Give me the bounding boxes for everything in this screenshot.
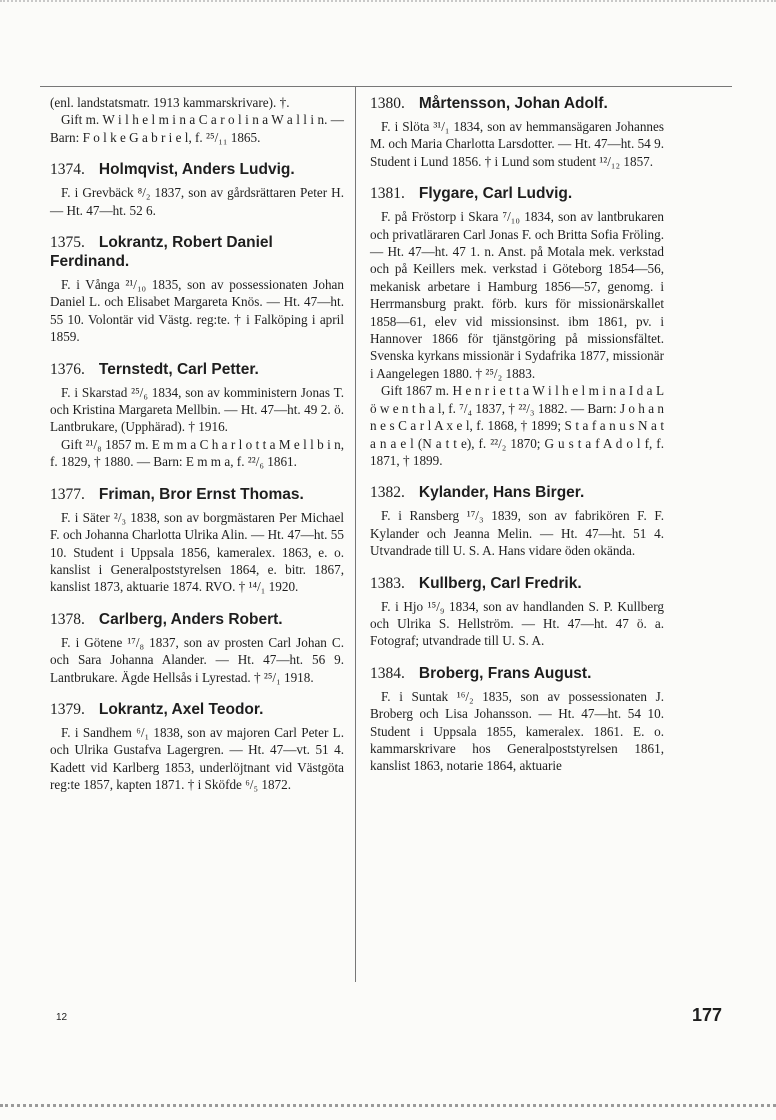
register-entry: [370, 94, 664, 170]
entry-number: 1384.: [370, 664, 405, 682]
entry-name: Kullberg, Carl Fredrik.: [418, 574, 582, 592]
entry-text: F. i Götene ¹⁷/₈ 1837, son av prosten Carl Johan C. och Sara Johanna Alander. — Ht. 47—ht. 56 9. Lantbrukare. Ägde Hellsås i Lyrestad. † ²⁵/₁ 1918.: [50, 634, 344, 685]
entry-text: F. i Ransberg ¹⁷/₃ 1839, son av fabrikören F. F. Kylander och Jeanna Melin. — Ht. 47—ht. 51 4. Utvandrade till U. S. A. Hans vidare öden okända.: [370, 508, 664, 559]
entry-name: Ternstedt, Carl Petter.: [98, 360, 259, 378]
entry-name: Carlberg, Anders Robert.: [98, 610, 283, 628]
entry-text: Gift ²¹/₈ 1857 m. E m m a C h a r l o t t a M e l l b i n, f. 1829, † 1880. — Barn: E m m a, f. ²²/₆ 1861.: [50, 436, 344, 470]
entry-text: F. i Skarstad ²⁵/₆ 1834, son av komministern Jonas T. och Kristina Margareta Mellbin. — Ht. 47—ht. 49 2. ö. Lantbrukare, (Upphärad). † 1916.: [50, 384, 344, 435]
right-column: [370, 94, 664, 775]
entry-text: F. i Hjo ¹⁵/₉ 1834, son av handlanden S. P. Kullberg och Ulrika S. Hellström. — Ht. 47—ht. 47 ö. a. Fotograf; utvandrade till U. S. A.: [370, 598, 664, 649]
entry-name: Broberg, Frans August.: [418, 664, 592, 682]
register-entry: [370, 664, 664, 775]
scan-edge-bottom: [0, 1104, 776, 1117]
entry-number: 1376.: [50, 360, 85, 378]
entry-number: 1375.: [50, 234, 85, 252]
intro-paragraph: (enl. landstatsmatr. 1913 kammarskrivare). †.: [50, 95, 290, 110]
entry-text: F. i Grevbäck ⁸/₂ 1837, son av gårdsrättaren Peter H. — Ht. 47—ht. 52 6.: [50, 185, 344, 218]
register-entry: [50, 160, 344, 219]
entry-text: F. i Slöta ³¹/₁ 1834, son av hemmansägaren Johannes M. och Maria Charlotta Larsdotter. — Ht. 47—ht. 54 9. Student i Lund 1856. † i Lund som student ¹²/₁₂ 1857.: [370, 119, 664, 169]
entry-number: 1382.: [370, 484, 405, 502]
entry-number: 1379.: [50, 700, 85, 718]
entry-name: Holmqvist, Anders Ludvig.: [98, 161, 295, 179]
register-entry: [370, 574, 664, 650]
register-entry: [50, 233, 344, 346]
register-entry: [50, 610, 344, 686]
register-entry: [370, 483, 664, 559]
intro-paragraph: Gift m. W i l h e l m i n a C a r o l i n a W a l l i n. — Barn: F o l k e G a b r i e l, f. ²⁵/₁₁ 1865.: [50, 112, 344, 145]
entry-text: F. på Fröstorp i Skara ⁷/₁₀ 1834, son av lantbrukaren och privatläraren Carl Jonas F. och Britta Sofia Fröling. — Ht. 47—ht. 47 1. n. Anst. på Motala mek. verkstad och på Keillers mek. verkstad i Göteborg 1854—56, mekanisk arbetare i Hamburg 1856—57, genomg. i Herrmansburg prakt. förb. kurs för missionärskallet 1858—61, elev vid missionsinst. ibm 1861, pv. i Hannover 1866 för tjänstgöring på missionsfältet. Svenska kyrkans missionär i Sydafrika 1877, missionär i Aangelegen 1880. † ²⁵/₂ 1883.: [370, 209, 664, 381]
entry-text: F. i Vånga ²¹/₁₀ 1835, son av possessionaten Johan Daniel L. och Elisabet Margareta Knös. — Ht. 47—ht. 55 10. Volontär vid Västg. reg:te. † i Falköping i april 1859.: [50, 277, 344, 345]
entry-number: 1380.: [370, 95, 405, 112]
entry-name: Lokrantz, Axel Teodor.: [98, 700, 264, 718]
entry-number: 1374.: [50, 161, 85, 179]
entry-number: 1377.: [50, 485, 85, 503]
entry-name: Lokrantz, Robert Daniel Ferdinand.: [50, 234, 273, 271]
entry-number: 1383.: [370, 574, 405, 592]
entry-name: Friman, Bror Ernst Thomas.: [98, 485, 304, 503]
register-entry: [50, 360, 344, 471]
entry-name: Mårtensson, Johan Adolf.: [418, 95, 608, 112]
register-entry: [50, 485, 344, 596]
entry-text: Gift 1867 m. H e n r i e t t a W i l h e l m i n a I d a L ö w e n t h a l, f. ⁷/₄ 1837, † ²²/₃ 1882. — Barn: J o h a n n e s C a r l A x e l, f. 1868, † 1899; S t a f a n u s N a t a n a e l (N a t t e), f. ²²/₂ 1870; G u s t a f A d o l f, f. 1871, † 1899.: [370, 383, 664, 468]
register-entry: [50, 700, 344, 794]
entry-name: Kylander, Hans Birger.: [418, 484, 585, 502]
column-divider: [355, 86, 356, 982]
scan-edge-top: [0, 0, 776, 12]
left-column: [50, 94, 344, 794]
top-rule: [40, 86, 732, 87]
entry-text: F. i Säter ²/₃ 1838, son av borgmästaren Per Michael F. och Johanna Charlotta Ulrika Alin. — Ht. 47—ht. 55 10. Student i Uppsala 1856, kameralex. 1863, e. o. kanslist i Generalpoststyrelsen 1864, e. bitr. 1867, kanslist 1873, aktuarie 1874. RVO. † ¹⁴/₁ 1920.: [50, 509, 344, 595]
page-number: 177: [692, 1005, 723, 1025]
entry-number: 1378.: [50, 610, 85, 628]
entry-name: Flygare, Carl Ludvig.: [418, 185, 573, 203]
register-entry: [370, 184, 664, 469]
entry-text: F. i Suntak ¹⁶/₂ 1835, son av possessionaten J. Broberg och Lisa Johansson. — Ht. 47—ht. 54 10. Student i Uppsala 1855, kameralex. 1861. E. o. kammarskrivare hos Generalpoststyrelsen 1861, kanslist 1863, notarie 1864, aktuarie: [370, 688, 664, 774]
entry-text: F. i Sandhem ⁶/₁ 1838, son av majoren Carl Peter L. och Ulrika Gustafva Lagergren. — Ht. 47—vt. 51 4. Kadett vid Karlberg 1853, underlöjtnant vid Västgöta reg:te 1857, kapten 1871. † i Sköfde ⁶/₅ 1872.: [50, 724, 344, 793]
signature-mark: 12: [56, 1012, 68, 1023]
entry-number: 1381.: [370, 185, 405, 203]
